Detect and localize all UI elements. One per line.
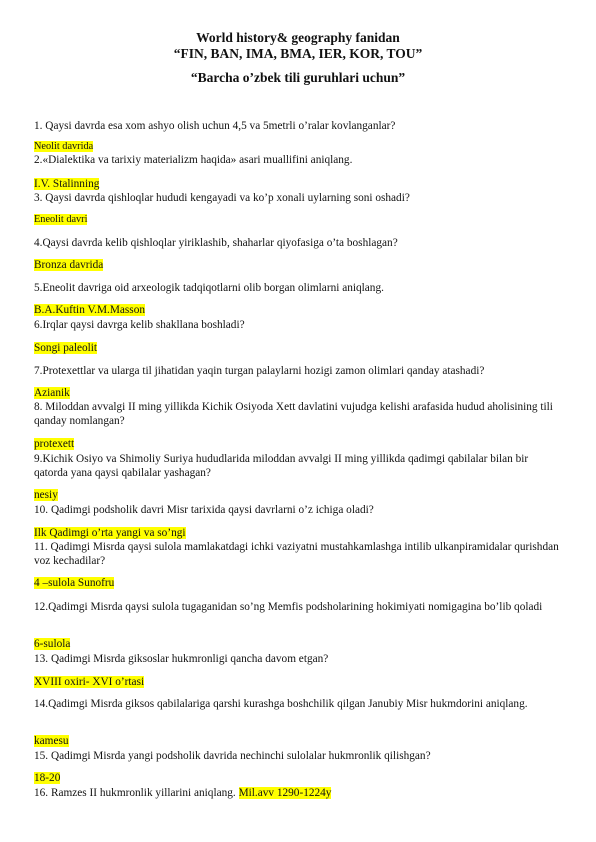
answer-7: Azianik: [34, 387, 70, 399]
answer-8: protexett: [34, 438, 75, 450]
answer-4: Bronza davrida: [34, 259, 104, 271]
answer-6: Songi paleolit: [34, 342, 98, 354]
answer-12: 6-sulola: [34, 638, 71, 650]
question-13: 13. Qadimgi Misrda giksoslar hukmronligi qancha davom etgan?: [34, 653, 329, 665]
question-12: 12.Qadimgi Misrda qaysi sulola tugaganidan so’ng Memfis podsholarining hokimiyati nomigagina bo’lib qoladi: [34, 601, 543, 613]
question-6: 6.Irqlar qaysi davrga kelib shakllana boshladi?: [34, 319, 245, 331]
answer-1: Neolit davrida: [34, 141, 94, 152]
question-1: 1. Qaysi davrda esa xom ashyo olish uchun 4,5 va 5metrli o’ralar kovlanganlar?: [34, 120, 396, 132]
header-subtitle: “Barcha o’zbek tili guruhlari uchun”: [190, 70, 406, 85]
question-14: 14.Qadimgi Misrda giksos qabilalariga qarshi kurashga boshchilik qilgan Janubiy Misr hukmdorini aniqlang.: [34, 698, 528, 710]
answer-16: Mil.avv 1290-1224y: [238, 787, 332, 799]
question-11: 11. Qadimgi Misrda qaysi sulola mamlakatdagi ichki vaziyatni mustahkamlashga intilib ulkanpiramidalar qurishdan voz kechadilar?: [34, 541, 559, 568]
answer-2: I.V. Stalinning: [34, 178, 100, 190]
answer-15: 18-20: [34, 772, 61, 784]
question-9: 9.Kichik Osiyo va Shimoliy Suriya hududlarida miloddan avvalgi II ming yillikda qadimgi qabilalar bilan bir qatorda yana qaysi qabilalar yashagan?: [34, 453, 529, 480]
question-4: 4.Qaysi davrda kelib qishloqlar yiriklashib, shaharlar qiyofasiga o’ta boshlagan?: [34, 237, 398, 249]
question-16: 16. Ramzes II hukmronlik yillarini aniqlang.: [34, 787, 239, 799]
question-8: 8. Miloddan avvalgi II ming yillikda Kichik Osiyoda Xett davlatini vujudga kelishi arafasida hudud aholisining tili qanday nomlangan?: [34, 401, 553, 428]
question-2: 2.«Dialektika va tarixiy materializm haqida» asari muallifini aniqlang.: [34, 154, 353, 166]
answer-11: 4 –sulola Sunofru: [34, 577, 115, 589]
answer-3: Eneolit davri: [34, 214, 88, 225]
answer-10: Ilk Qadimgi o’rta yangi va so’ngi: [34, 527, 186, 539]
question-7: 7.Protexettlar va ularga til jihatidan yaqin turgan palaylarni hozigi zamon olimlari qanday atashadi?: [34, 365, 485, 377]
answer-5: B.A.Kuftin V.M.Masson: [34, 304, 145, 316]
question-15: 15. Qadimgi Misrda yangi podsholik davrida nechinchi sulolalar hukmronlik qilishgan?: [34, 750, 431, 762]
answer-14: kamesu: [34, 735, 69, 747]
answer-13: XVIII oxiri- XVI o’rtasi: [34, 676, 145, 688]
question-3: 3. Qaysi davrda qishloqlar hududi kengayadi va ko’p xonali uylarning soni oshadi?: [34, 192, 410, 204]
header-title: World history& geography fanidan: [196, 30, 400, 45]
header-groups: “FIN, BAN, IMA, BMA, IER, KOR, TOU”: [173, 46, 423, 61]
answer-9: nesiy: [34, 489, 58, 501]
question-10: 10. Qadimgi podsholik davri Misr tarixida qaysi davrlarni o’z ichiga oladi?: [34, 504, 374, 516]
question-5: 5.Eneolit davriga oid arxeologik tadqiqotlarni olib borgan olimlarni aniqlang.: [34, 282, 384, 294]
